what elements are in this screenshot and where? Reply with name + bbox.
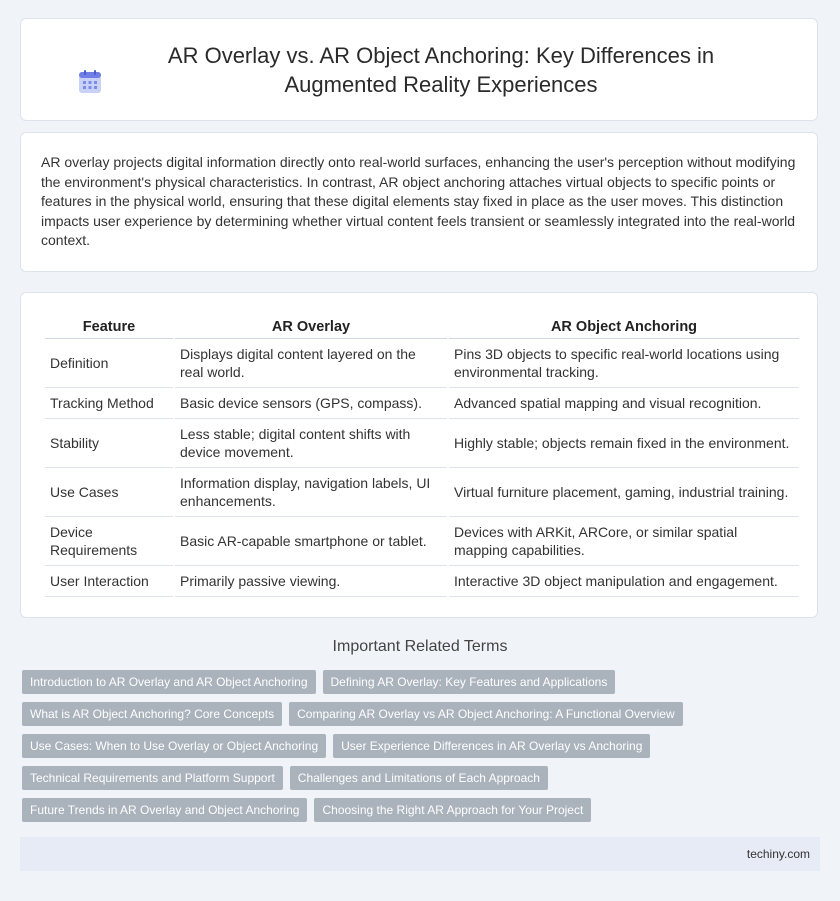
table-row xyxy=(45,517,799,566)
anchoring-cell: Highly stable; objects remain fixed in the environment. xyxy=(449,419,799,468)
feature-cell: User Interaction xyxy=(45,566,173,597)
anchoring-cell: Interactive 3D object manipulation and engagement. xyxy=(449,566,799,597)
anchoring-cell: Advanced spatial mapping and visual recognition. xyxy=(449,388,799,419)
overlay-cell: Less stable; digital content shifts with device movement. xyxy=(175,419,447,468)
table-row xyxy=(45,419,799,468)
related-term-tag[interactable]: Future Trends in AR Overlay and Object Anchoring xyxy=(22,798,307,822)
overlay-cell: Primarily passive viewing. xyxy=(175,566,447,597)
anchoring-cell: Virtual furniture placement, gaming, industrial training. xyxy=(449,468,799,517)
table-row xyxy=(45,388,799,419)
comparison-table xyxy=(43,313,801,597)
comparison-card xyxy=(20,292,818,618)
title-card xyxy=(20,18,818,121)
tag-row xyxy=(22,798,812,822)
related-term-tag[interactable]: Comparing AR Overlay vs AR Object Anchoring: A Functional Overview xyxy=(289,702,683,726)
related-term-tag[interactable]: Technical Requirements and Platform Support xyxy=(22,766,283,790)
tag-row xyxy=(22,702,812,726)
column-header-overlay: AR Overlay xyxy=(175,313,447,339)
feature-cell: Tracking Method xyxy=(45,388,173,419)
footer-brand-link[interactable]: techiny.com xyxy=(746,847,810,861)
table-row xyxy=(45,566,799,597)
related-term-tag[interactable]: Use Cases: When to Use Overlay or Object Anchoring xyxy=(22,734,326,758)
feature-cell: Device Requirements xyxy=(45,517,173,566)
intro-paragraph: AR overlay projects digital information directly onto real-world surfaces, enhancing the user's perception without modifying the environment's physical characteristics. In contrast, AR object anchoring attaches virtual objects to specific points or features in the physical world, ensuring that these digital elements stay fixed in place as the user moves. This distinction impacts user experience by determining whether virtual content feels transient or seamlessly integrated into the real-world context. xyxy=(41,154,796,249)
table-row xyxy=(45,468,799,517)
related-term-tag[interactable]: Introduction to AR Overlay and AR Object Anchoring xyxy=(22,670,316,694)
overlay-cell: Information display, navigation labels, UI enhancements. xyxy=(175,468,447,517)
column-header-anchoring: AR Object Anchoring xyxy=(449,313,799,339)
tag-row xyxy=(22,766,812,790)
tag-row xyxy=(22,734,812,758)
page-title: AR Overlay vs. AR Object Anchoring: Key Differences in Augmented Reality Experiences xyxy=(167,42,715,97)
feature-cell: Stability xyxy=(45,419,173,468)
overlay-cell: Displays digital content layered on the real world. xyxy=(175,339,447,388)
table-row xyxy=(45,339,799,388)
overlay-cell: Basic AR-capable smartphone or tablet. xyxy=(175,517,447,566)
calendar-icon xyxy=(77,69,103,95)
footer xyxy=(20,837,820,871)
related-terms-list xyxy=(22,670,812,830)
tag-row xyxy=(22,670,812,694)
related-term-tag[interactable]: What is AR Object Anchoring? Core Concepts xyxy=(22,702,282,726)
related-term-tag[interactable]: User Experience Differences in AR Overlay vs Anchoring xyxy=(333,734,650,758)
related-terms-title: Important Related Terms xyxy=(332,638,508,655)
column-header-feature: Feature xyxy=(45,313,173,339)
related-term-tag[interactable]: Challenges and Limitations of Each Approach xyxy=(290,766,548,790)
table-header-row xyxy=(45,313,799,339)
related-term-tag[interactable]: Choosing the Right AR Approach for Your Project xyxy=(314,798,591,822)
related-term-tag[interactable]: Defining AR Overlay: Key Features and Applications xyxy=(323,670,616,694)
feature-cell: Use Cases xyxy=(45,468,173,517)
anchoring-cell: Pins 3D objects to specific real-world locations using environmental tracking. xyxy=(449,339,799,388)
anchoring-cell: Devices with ARKit, ARCore, or similar spatial mapping capabilities. xyxy=(449,517,799,566)
overlay-cell: Basic device sensors (GPS, compass). xyxy=(175,388,447,419)
feature-cell: Definition xyxy=(45,339,173,388)
intro-card xyxy=(20,132,818,272)
